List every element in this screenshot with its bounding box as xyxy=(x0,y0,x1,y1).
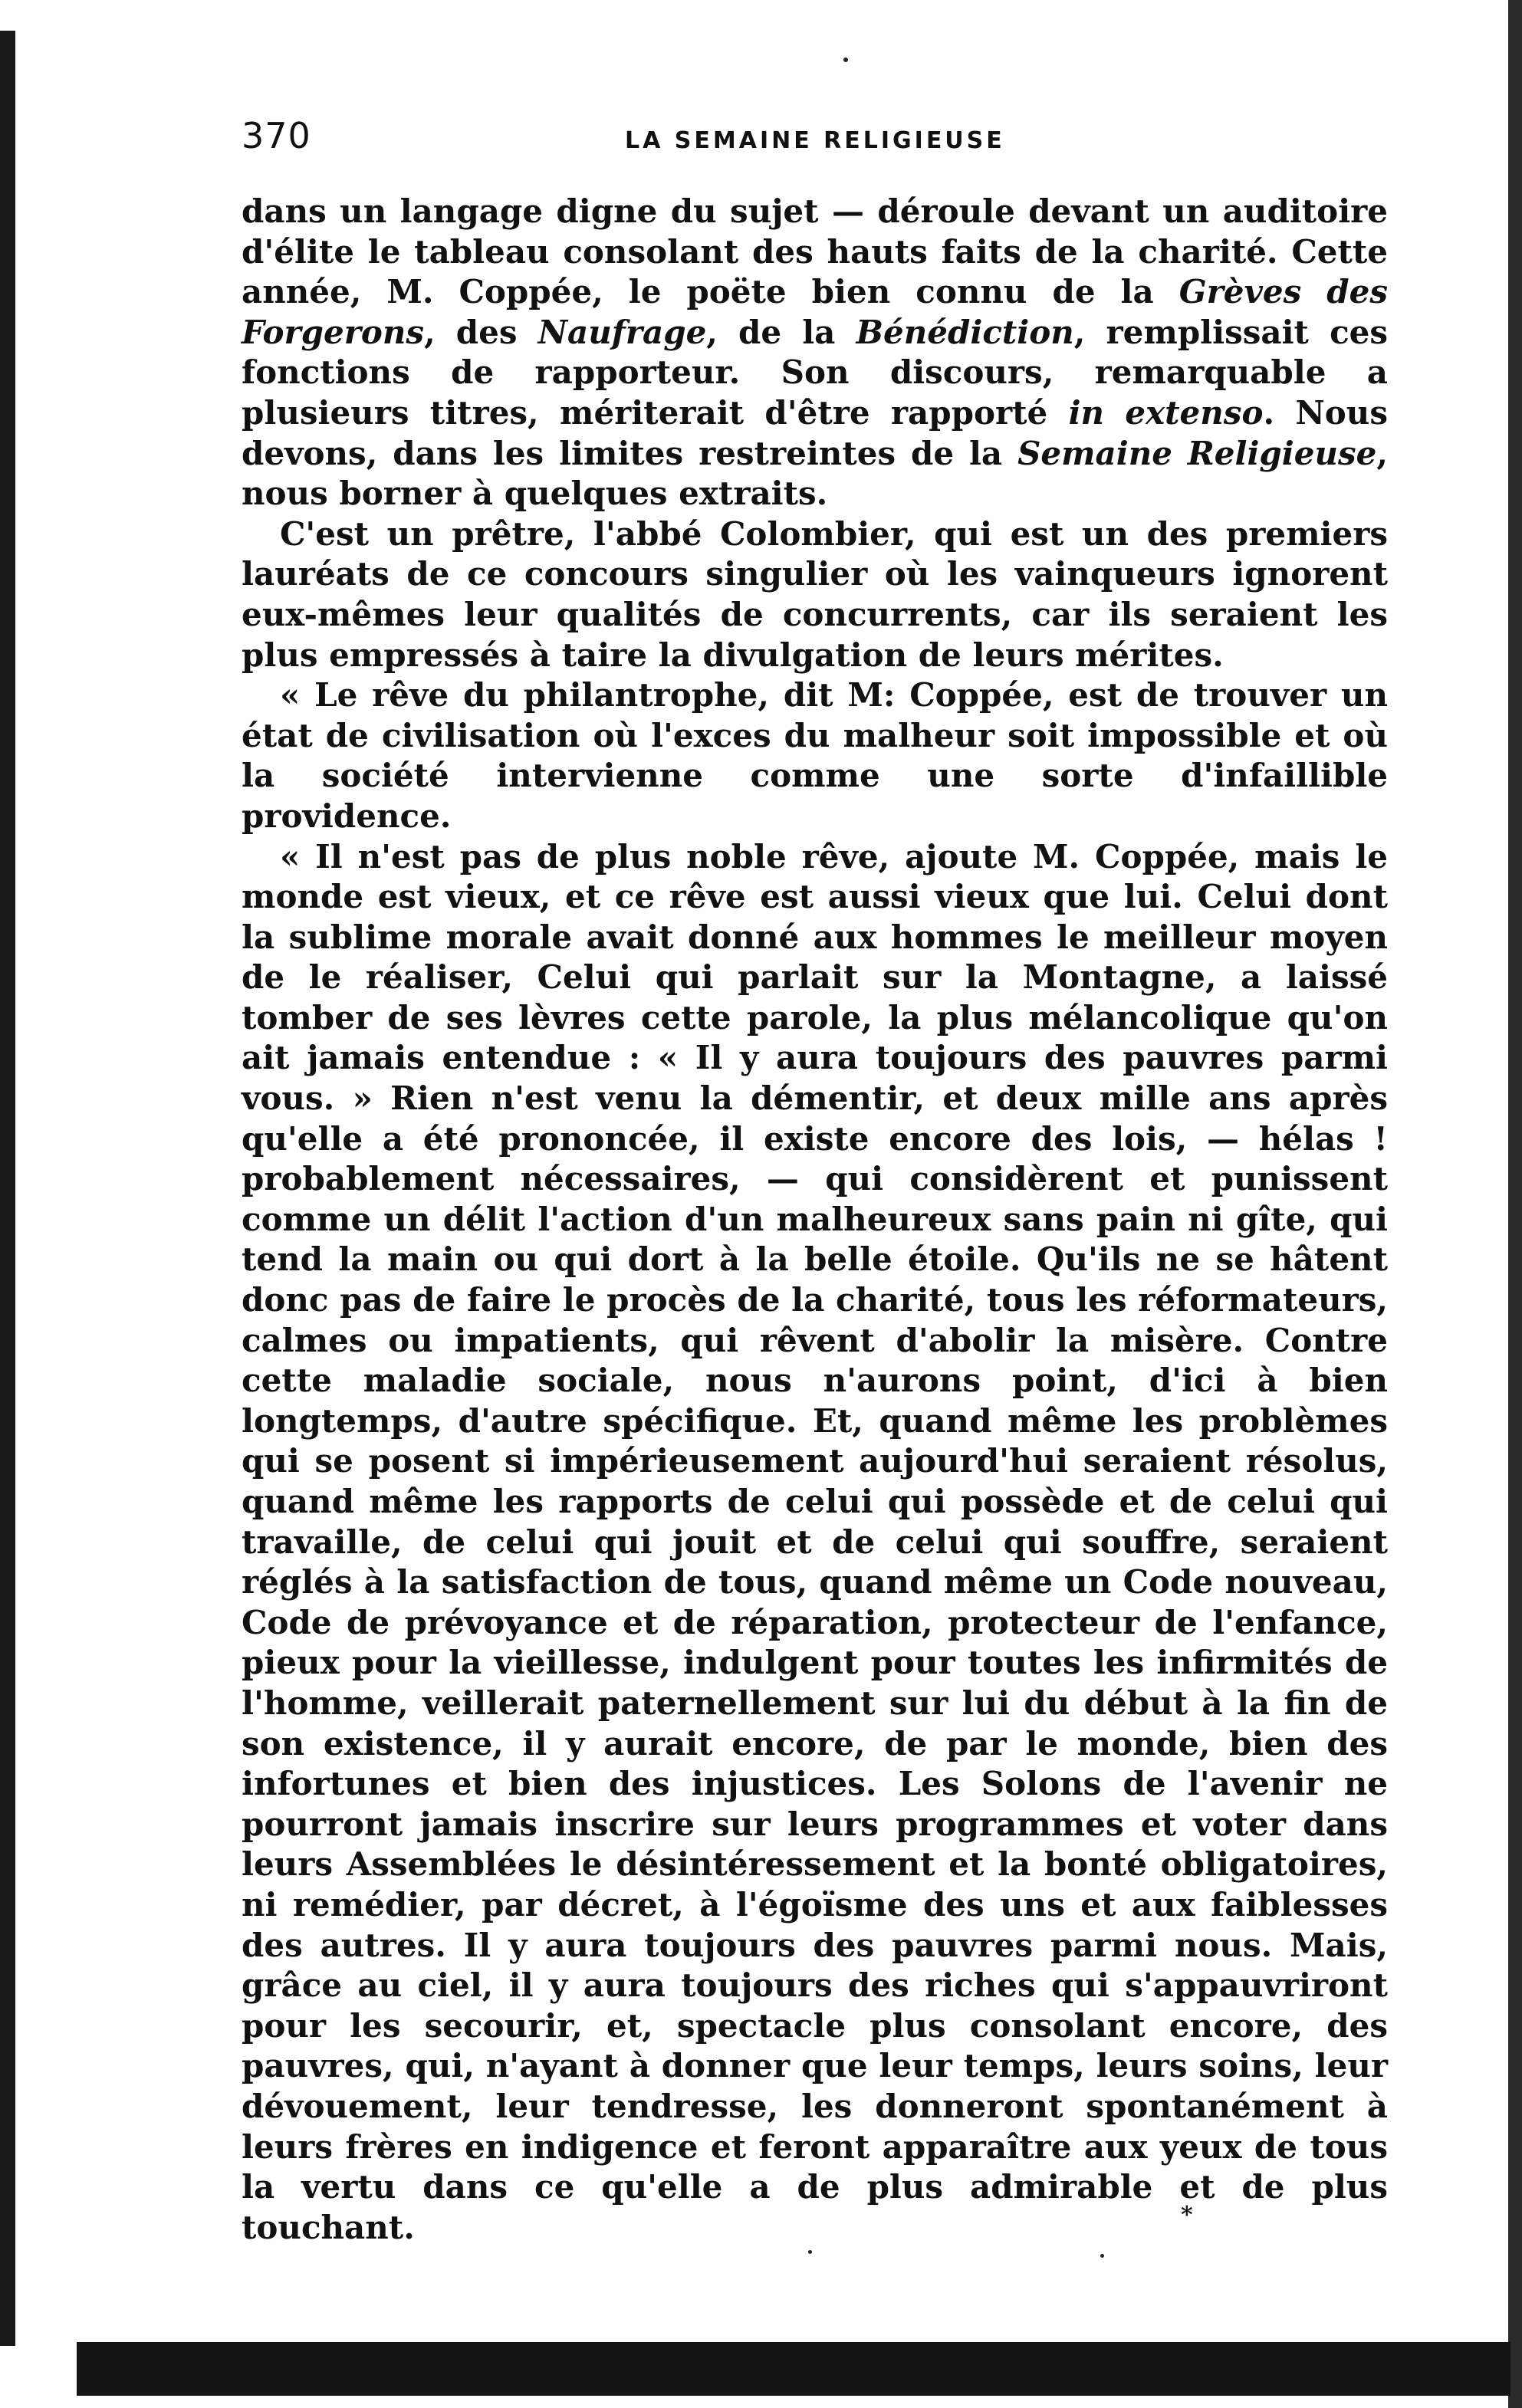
text-run: « Il n'est pas de plus noble rêve, ajoute M. Coppée, mais le monde est vieux, et ce rêve est aussi vieux que lui. Celui dont la sublime morale avait donné aux hommes le meilleur moyen de le réaliser, Celui qui parlait sur la Montagne, a laissé tomber de ses lèvres cette parole, la plus mélancolique qu'on ait jamais entendue : « Il y aura toujours des pauvres parmi vous. » Rien n'est venu la démentir, et deux mille ans après qu'elle a été prononcée, il existe encore des lois, — hélas ! probablement nécessaires, — qui considèrent et punissent comme un délit l'action d'un malheureux sans pain ni gîte, qui tend la main ou qui dort à la belle étoile. Qu'ils ne se hâtent donc pas de faire le procès de la charité, tous les réformateurs, calmes ou impatients, qui rêvent d'abolir la misère. Contre cette maladie sociale, nous n'aurons point, d'ici à bien longtemps, d'autre spécifique. Et, quand même les problèmes qui se posent si impérieusement aujourd'hui seraient résolus, quand même les rapports de celui qui possède et de celui qui travaille, de celui qui jouit et de celui qui souffre, seraient réglés à la satisfaction de tous, quand même un Code nouveau, Code de prévoyance et de réparation, protecteur de l'enfance, pieux pour la vieillesse, indulgent pour toutes les infirmités de l'homme, veillerait paternellement sur lui du début à la fin de son existence, il y aurait encore, de par le monde, bien des infortunes et bien des injustices. Les Solons de l'avenir ne pourront jamais inscrire sur leurs programmes et voter dans leurs Assemblées le désintéressement et la bonté obligatoires, ni remédier, par décret, à l'égoïsme des uns et aux faiblesses des autres. Il y aura toujours des pauvres parmi nous. Mais, grâce au ciel, il y aura toujours des riches qui s'appauvriront pour les secourir, et, spectacle plus consolant encore, des pauvres, qui, n'ayant à donner que leur temps, leurs soins, leur dévouement, leur tendresse, les donneront spontanément à leurs frères en indigence et feront apparaître aux yeux de tous la vertu dans ce qu'elle a de plus admirable et de plus touchant. xyxy=(242,837,1388,2246)
italic-text: in extenso xyxy=(1068,393,1264,432)
page-number: 370 xyxy=(242,115,311,156)
running-head: LA SEMAINE RELIGIEUSE xyxy=(625,127,1005,154)
scan-bottom-bar xyxy=(77,2342,1510,2396)
italic-text: Semaine Religieuse xyxy=(1017,434,1377,472)
text-run: , remplissait ces fonctions de rapporteur. Son discours, remarquable a plusieurs titres, mériterait d'être rapporté xyxy=(242,313,1389,432)
scan-edge-left xyxy=(0,31,15,2346)
italic-text: Bénédiction xyxy=(856,313,1074,351)
text-run: , de la xyxy=(706,313,856,351)
book-page xyxy=(242,100,1388,2248)
paragraph xyxy=(242,837,1388,2249)
scan-speck xyxy=(1100,2254,1104,2258)
page-header xyxy=(242,100,1388,161)
article-body xyxy=(242,192,1388,2248)
text-run: C'est un prêtre, l'abbé Colombier, qui est un des premiers lauréats de ce concours singulier où les vainqueurs ignorent eux-mêmes leur qualités de concurrents, car ils seraient les plus empressés à taire la divulgation de leurs mérites. xyxy=(242,514,1388,674)
paragraph xyxy=(242,514,1388,675)
text-run: dans un langage digne du sujet — déroule devant un auditoire d'élite le tableau consolant des hauts faits de la charité. Cette année, M. Coppée, le poëte bien connu de la xyxy=(242,192,1388,311)
scan-speck xyxy=(843,57,848,62)
text-run: « Le rêve du philantrophe, dit M: Coppée, est de trouver un état de civilisation où l'exces du malheur soit impossible et où la société intervienne comme une sorte d'infaillible providence. xyxy=(242,676,1388,835)
footer-mark: * xyxy=(1181,2202,1193,2229)
paragraph xyxy=(242,192,1388,514)
scan-edge-right xyxy=(1508,0,1522,2408)
text-run: , nous borner à quelques extraits. xyxy=(242,434,1388,513)
text-run: . Nous devons, dans les limites restreintes de la xyxy=(242,393,1388,472)
italic-text: Grèves des Forgerons xyxy=(242,273,1388,351)
text-run: , des xyxy=(424,313,538,351)
scan-speck xyxy=(808,2250,812,2254)
italic-text: Naufrage xyxy=(537,313,707,351)
paragraph xyxy=(242,675,1388,836)
